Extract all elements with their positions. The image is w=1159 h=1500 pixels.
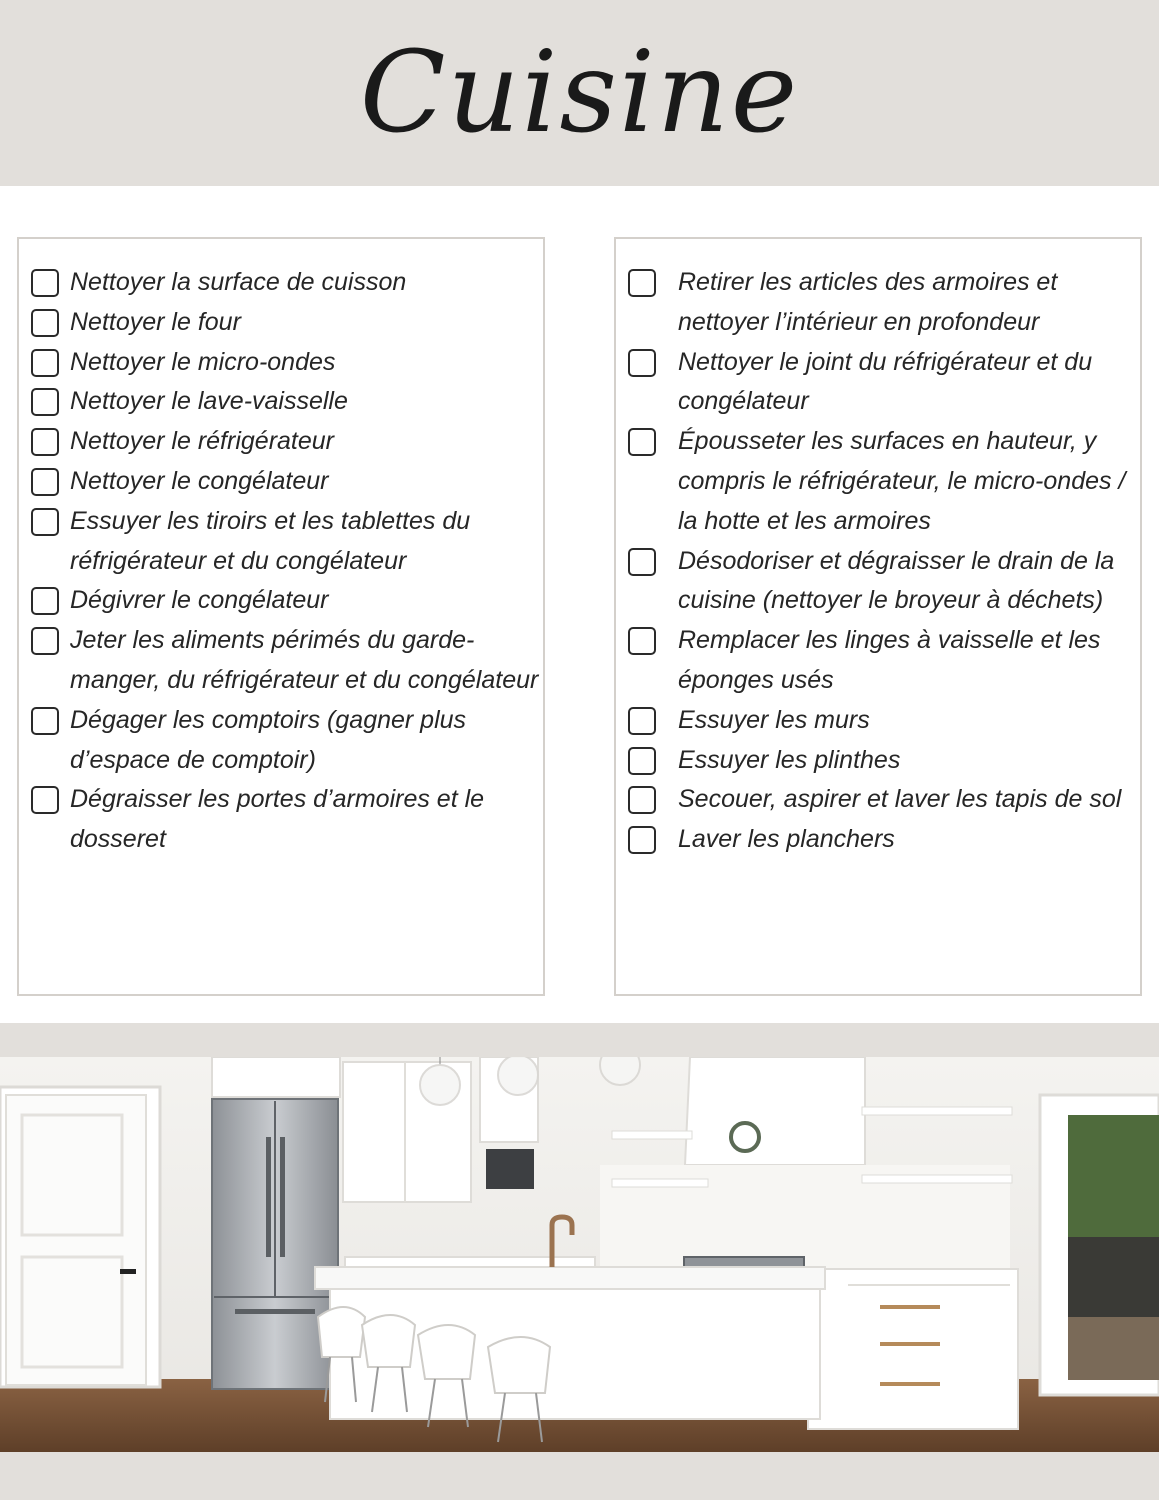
checklist-right [616,263,1140,860]
header-band [0,0,1159,186]
list-item [19,382,543,422]
item-label: Désodoriser et dégraisser le drain de la cuisine (nettoyer le broyeur à déchets) [678,546,1115,615]
item-label: Essuyer les plinthes [678,745,901,774]
item-label: Nettoyer le four [70,307,241,336]
item-label: Nettoyer le réfrigérateur [70,427,335,456]
checkbox[interactable] [31,508,59,536]
list-item [616,343,1140,423]
item-label: Essuyer les tiroirs et les tablettes du réfrigérateur et du congélateur [70,506,471,575]
list-item [19,263,543,303]
item-label: Nettoyer le congélateur [70,466,329,495]
list-item [616,701,1140,741]
checkbox[interactable] [628,747,656,775]
list-item [19,621,543,701]
checkbox[interactable] [628,627,656,655]
checkbox[interactable] [31,786,59,814]
list-item [19,422,543,462]
item-label: Nettoyer la surface de cuisson [70,268,407,296]
item-label: Remplacer les linges à vaisselle et les éponges usés [678,626,1101,694]
checkbox[interactable] [31,587,59,615]
checkbox[interactable] [31,349,59,377]
checkbox[interactable] [31,707,59,735]
checkbox[interactable] [31,269,59,297]
item-label: Laver les planchers [678,825,895,854]
checkbox[interactable] [31,388,59,416]
checkbox[interactable] [628,548,656,576]
item-label: Dégivrer le congélateur [70,586,329,615]
page-title: Cuisine [359,28,800,158]
list-item [616,542,1140,622]
item-label: Jeter les aliments périmés du garde-manger, du réfrigérateur et du congélateur [70,626,539,694]
item-label: Essuyer les murs [678,705,870,734]
list-item [616,621,1140,701]
checkbox[interactable] [31,627,59,655]
list-item [19,462,543,502]
checkbox[interactable] [628,826,656,854]
list-item [19,343,543,383]
list-item [19,303,543,343]
item-label: Épousseter les surfaces en hauteur, y compris le réfrigérateur, le micro-ondes / la hotte et les armoires [678,427,1126,535]
kitchen-photo [0,1057,1159,1452]
checkbox[interactable] [628,269,656,297]
checkbox[interactable] [31,468,59,496]
item-label: Dégager les comptoirs (gagner plus d’espace de comptoir) [70,705,467,774]
checkbox[interactable] [628,786,656,814]
list-item [19,502,543,582]
item-label: Secouer, aspirer et laver les tapis de sol [678,785,1122,814]
item-label: Nettoyer le micro-ondes [70,347,336,376]
list-item [19,780,543,860]
list-item [616,780,1140,820]
list-item [616,820,1140,860]
list-item [616,422,1140,541]
checkbox[interactable] [628,349,656,377]
checkbox[interactable] [628,707,656,735]
checkbox[interactable] [628,428,656,456]
checklist-left [19,263,543,860]
checklist-right-panel [614,237,1142,996]
checkbox[interactable] [31,309,59,337]
list-item [19,701,543,781]
list-item [19,581,543,621]
item-label: Nettoyer le lave-vaisselle [70,387,348,416]
item-label: Nettoyer le joint du réfrigérateur et du congélateur [678,347,1093,416]
kitchen-illustration [0,1057,1159,1452]
list-item [616,263,1140,343]
list-item [616,741,1140,781]
item-label: Retirer les articles des armoires et nettoyer l’intérieur en profondeur [678,268,1058,336]
checklist-left-panel [17,237,545,996]
item-label: Dégraisser les portes d’armoires et le dosseret [70,785,485,854]
checkbox[interactable] [31,428,59,456]
